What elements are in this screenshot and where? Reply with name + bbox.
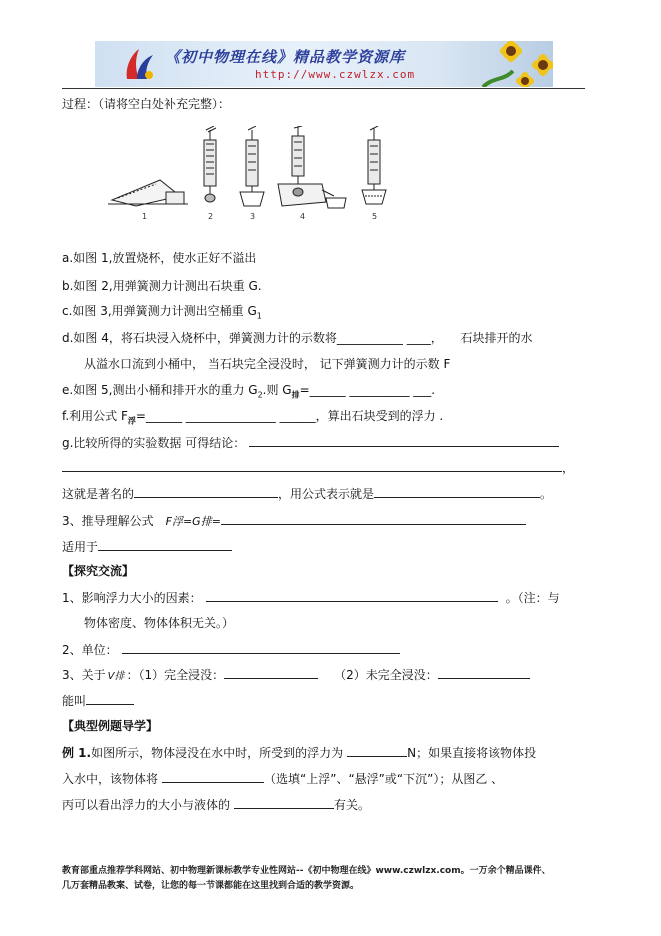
step-b: b.如图 2,用弹簧测力计测出石块重 G. — [62, 279, 262, 293]
conclusion-comma: ， — [562, 461, 575, 475]
conclusion-blank-1[interactable] — [249, 433, 559, 447]
step-d-tail: 石块排开的水 — [460, 331, 533, 345]
fig-label-4: 4 — [300, 212, 306, 221]
applies-label: 适用于 — [62, 540, 99, 554]
step-f — [62, 407, 443, 426]
step-d-blank[interactable]: ___________ ____， — [336, 331, 443, 345]
explore-q1-text: 1、影响浮力大小的因素： — [62, 591, 202, 605]
fig3-scale-bucket — [240, 126, 264, 206]
partially-immersed-blank[interactable] — [438, 665, 530, 679]
fig4-immersion — [278, 126, 346, 208]
header-divider — [62, 88, 585, 89]
fully-immersed-blank[interactable] — [224, 665, 318, 679]
derive-line — [62, 511, 526, 529]
famous-text: 这就是著名的 — [62, 487, 135, 501]
header-title: 《初中物理在线》精品教学资源库 — [165, 48, 406, 66]
experiment-figure — [108, 126, 398, 222]
explore-q3-last-text: 能叫 — [62, 694, 87, 708]
fig-label-5: 5 — [372, 212, 378, 221]
step-f-subscript: 浮 — [127, 416, 136, 426]
buoyancy-blank[interactable] — [347, 743, 407, 757]
step-d-line1 — [62, 329, 533, 346]
example-line2 — [62, 769, 503, 787]
derive-label: 3、推导理解公式 — [62, 514, 154, 528]
footer-line2: 几万套精品教案、试卷，让您的每一节课都能在这里找到合适的教学资源。 — [62, 881, 360, 891]
process-title: 过程：（请将空白处补充完整）： — [62, 97, 231, 111]
formula-blank[interactable] — [374, 484, 540, 498]
explore-q3-v: V排 — [107, 671, 125, 682]
step-e-text: e.如图 5,测出小桶和排开水的重力 G — [62, 383, 258, 397]
footer-line1: 教育部重点推荐学科网站、初中物理新课标教学专业性网站--《初中物理在线》www.czwlzx.com。一万余个精品课件、 — [62, 866, 551, 876]
step-e-mid: .则 G — [262, 383, 292, 397]
example-line1-tail: N；如果直接将该物体投 — [407, 746, 537, 760]
header-url: http://www.czwlzx.com — [255, 68, 416, 81]
explore-heading: 【探究交流】 — [62, 564, 135, 578]
step-c-text: c.如图 3,用弹簧测力计测出空桶重 G — [62, 304, 257, 318]
name-blank[interactable] — [86, 691, 134, 705]
applies-blank[interactable] — [98, 537, 232, 551]
step-e-subscript: 2 — [257, 390, 263, 400]
fig5-bucket-water — [362, 126, 386, 204]
explore-q1-note2: 物体密度、物体体积无关。） — [84, 616, 235, 630]
famous-line — [62, 484, 552, 502]
header-banner — [95, 41, 553, 87]
example-heading: 【典型例题导学】 — [62, 719, 159, 733]
fig-label-2: 2 — [208, 212, 214, 221]
conclusion-line2 — [62, 458, 574, 476]
fig2-scale-stone — [204, 126, 216, 202]
explore-q3-last — [62, 691, 134, 709]
step-d-text: d.如图 4，将石块浸入烧杯中，弹簧测力计的示数将 — [62, 331, 337, 345]
famous-end: 。 — [540, 487, 553, 501]
principle-name-blank[interactable] — [134, 484, 278, 498]
step-a: a.如图 1,放置烧杯，使水正好不溢出 — [62, 251, 257, 265]
explore-q3-full: ：（1）完全浸没： — [126, 668, 225, 682]
step-f-text: f.利用公式 F — [62, 409, 128, 423]
step-d-line2: 从溢水口流到小桶中， 当石块完全浸没时， 记下弹簧测力计的示数 F — [84, 357, 451, 371]
derive-blank[interactable] — [221, 511, 526, 525]
liquid-property-blank[interactable] — [234, 795, 334, 809]
fig-label-1: 1 — [142, 212, 148, 221]
float-sink-blank[interactable] — [162, 769, 264, 783]
example-label: 例 1. — [62, 746, 92, 760]
explore-q1 — [62, 588, 560, 606]
explore-q3-partial: （2）未完全浸没： — [334, 668, 438, 682]
example-line1 — [62, 743, 536, 761]
explore-q1-note: 。（注：与 — [505, 591, 560, 605]
unit-blank[interactable] — [122, 640, 400, 654]
site-logo — [123, 45, 157, 83]
step-f-blank[interactable]: =______ _______________ ______，算出石块受到的浮力 . — [135, 409, 444, 423]
famous-mid: ，用公式表示就是 — [278, 487, 375, 501]
example-line2-tail: （选填“上浮”、“悬浮”或“下沉”）；从图乙 、 — [264, 772, 504, 786]
step-e-blank[interactable]: =______ __________ ___. — [299, 383, 436, 397]
example-line3 — [62, 795, 370, 813]
explore-q2 — [62, 640, 400, 658]
step-c-subscript: 1 — [256, 311, 262, 321]
factors-blank[interactable] — [206, 588, 498, 602]
step-c — [62, 302, 262, 320]
fig-label-3: 3 — [250, 212, 256, 221]
step-e-subscript2: 排 — [291, 390, 300, 400]
example-line3-text: 丙可以看出浮力的大小与液体的 — [62, 798, 231, 812]
fig1-overflow-beaker — [108, 180, 188, 206]
derive-formula: F浮=G排= — [165, 515, 221, 528]
example-line3-tail: 有关。 — [334, 798, 371, 812]
explore-q2-text: 2、单位： — [62, 643, 118, 657]
example-line2-text: 入水中，该物体将 — [62, 772, 159, 786]
step-g-text: g.比较所得的实验数据 可得结论： — [62, 436, 246, 450]
example-line1-text: 如图所示，物体浸没在水中时，所受到的浮力为 — [91, 746, 344, 760]
explore-q3 — [62, 665, 530, 683]
step-g — [62, 433, 559, 451]
conclusion-blank-2[interactable] — [62, 458, 562, 472]
explore-q3-text: 3、关于 — [62, 668, 106, 682]
step-e — [62, 381, 435, 400]
sunflower-decoration — [463, 41, 553, 87]
applies-line — [62, 537, 232, 555]
